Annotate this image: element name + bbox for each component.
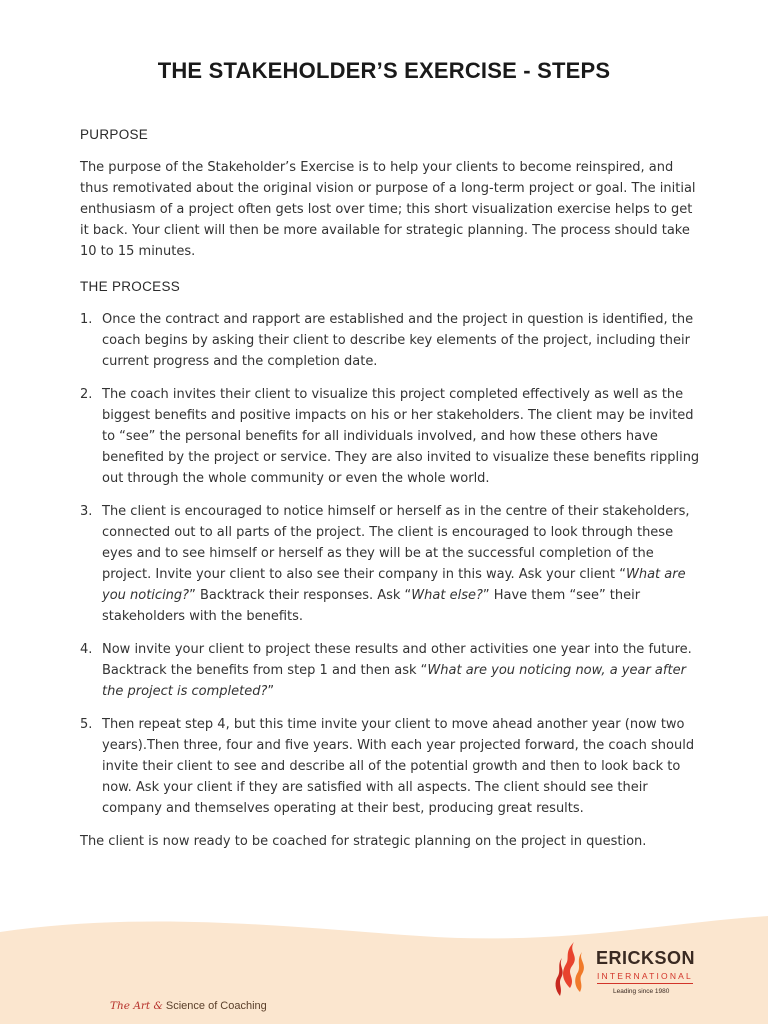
step-number: 4. [80,642,93,657]
step-text: The coach invites their client to visualize this project completed effectively as well as the biggest benefits and positive impacts on his or her stakeholders. The client may be invited to “see” the personal benefits for all individuals involved, and how these others have benefited by the project or service. They are also invited to visualize these benefits rippling out through the whole community or even the whole world. [102,387,700,486]
step-item-4 [80,639,700,702]
step-quote: What are you noticing now, a year after the project is completed? [102,663,686,699]
purpose-paragraph: The purpose of the Stakeholder’s Exercise is to help your clients to become reinspired, and thus remotivated about the original vision or purpose of a long-term project or goal. The initial enthusiasm of a project often gets lost over time; this short visualization exercise helps to get it back. Your client will then be more available for strategic planning. The process should take 10 to 15 minutes. [80,160,696,259]
step-number: 2. [80,387,93,402]
flame-logo-icon [550,938,594,1002]
step-quote: What are you noticing? [102,567,686,603]
step-text-part: The client is encouraged to notice himself or herself as in the centre of their stakeholders, connected out to all parts of the project. The client is encouraged to look through these eyes and to see himself or herself as they will be at the successful completion of the project. Invite your client to also see their company in this way. Ask your client “ [102,504,690,582]
document-body [80,124,700,852]
brand-leading-since: Leading since 1980 [613,988,670,995]
step-item-5 [80,714,700,819]
purpose-heading: PURPOSE [80,127,149,142]
step-text: Once the contract and rapport are established and the project in question is identified, the coach begins by asking their client to describe key elements of the project, including their current progress and the completion date. [102,312,694,369]
closing-paragraph: The client is now ready to be coached for strategic planning on the project in question. [80,834,647,849]
step-text-part: Now invite your client to project these results and other activities one year into the future. Backtrack the benefits from step 1 and then ask “ [102,642,692,678]
step-item-1 [80,309,700,372]
erickson-logo [550,938,710,1018]
brand-subtitle: INTERNATIONAL [597,971,693,981]
process-heading: THE PROCESS [80,279,181,294]
process-steps-list [80,309,700,819]
step-quote: What else? [411,588,483,603]
step-text-part: ” Have them “see” their stakeholders with the benefits. [102,588,641,624]
step-number: 1. [80,312,93,327]
step-text [102,642,692,699]
tagline-text: Science of Coaching [165,1000,267,1012]
step-text-part: ” [267,684,275,699]
step-item-3 [80,501,700,627]
footer-tagline [110,1000,267,1012]
page-footer [0,914,768,1024]
step-item-2 [80,384,700,489]
step-number: 3. [80,504,93,519]
step-text: Then repeat step 4, but this time invite your client to move ahead another year (now two years).Then three, four and five years. With each year projected forward, the coach should invite their client to see and describe all of the potential growth and then to look back to now. Ask your client if they are satisfied with all aspects. The client should see their company and themselves operating at their best, producing great results. [102,717,695,816]
brand-divider [597,983,693,984]
brand-name: ERICKSON [596,948,696,968]
step-text [102,504,690,624]
tagline-script: The Art & [110,1000,163,1012]
step-number: 5. [80,717,93,732]
step-text-part: ” Backtrack their responses. Ask “ [189,588,412,603]
page-title: THE STAKEHOLDER’S EXERCISE - STEPS [157,58,611,83]
